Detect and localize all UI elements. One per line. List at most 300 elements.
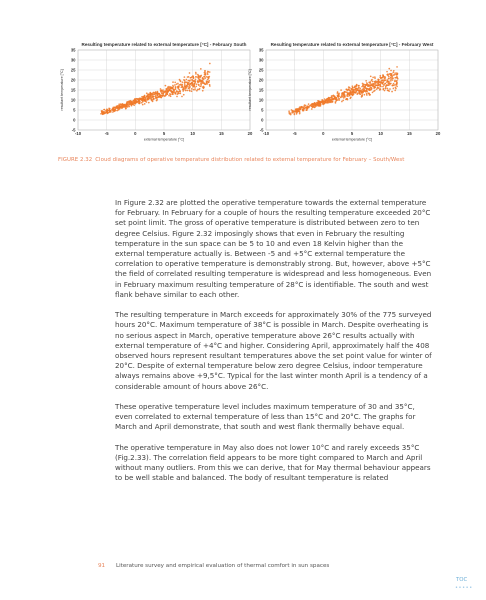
- data-point: [364, 84, 366, 86]
- data-point: [395, 77, 397, 79]
- data-point: [382, 83, 384, 85]
- data-point: [186, 79, 188, 81]
- x-tick-label: -5: [104, 131, 109, 137]
- data-point: [384, 83, 386, 85]
- data-point: [368, 85, 370, 87]
- data-point: [192, 75, 194, 77]
- data-point: [338, 93, 340, 95]
- data-point: [312, 106, 314, 108]
- data-point: [176, 91, 178, 93]
- data-point: [174, 81, 176, 83]
- data-point: [362, 83, 364, 85]
- data-point: [189, 89, 191, 91]
- paragraph: The resulting temperature in March exceeds for approximately 30% of the 775 surveyed hours 20°C. Maximum temperature of 38°C is possible in March. Despite overheating is no serious aspect in March, operative temperature above 26°C results actually with external temperature of +4°C and higher. Considering April, approximately half the 408 observed hours represent resultant temperatures above the set point value for winter of 20°C. Despite of external temperature below zero degree Celsius, indoor temperature always remains above +9,5°C. Typical for the last winter month April is a tendency of a considerable amount of hours above 26°C.: [115, 310, 432, 391]
- data-point: [207, 76, 209, 78]
- data-point: [176, 83, 178, 85]
- data-point: [349, 87, 351, 89]
- data-point: [119, 107, 121, 109]
- data-point: [194, 80, 196, 82]
- data-point: [103, 111, 105, 113]
- data-point: [363, 88, 365, 90]
- data-point: [148, 98, 150, 100]
- data-point: [303, 107, 305, 109]
- data-point: [141, 100, 143, 102]
- data-point: [170, 95, 172, 97]
- data-point: [352, 89, 354, 91]
- data-point: [372, 77, 374, 79]
- data-point: [392, 72, 394, 74]
- data-point: [324, 98, 326, 100]
- data-point: [357, 92, 359, 94]
- data-point: [359, 93, 361, 95]
- data-point: [173, 86, 175, 88]
- data-point: [106, 110, 108, 112]
- data-point: [162, 91, 164, 93]
- data-point: [390, 77, 392, 79]
- data-point: [182, 81, 184, 83]
- data-point: [296, 113, 298, 115]
- data-point: [331, 97, 333, 99]
- data-point: [134, 100, 136, 102]
- data-point: [379, 89, 381, 91]
- data-point: [372, 92, 374, 94]
- data-point: [170, 94, 172, 96]
- data-point: [203, 86, 205, 88]
- data-point: [329, 99, 331, 101]
- data-point: [107, 110, 109, 112]
- data-point: [146, 95, 148, 97]
- data-point: [337, 91, 339, 93]
- data-point: [205, 76, 207, 78]
- data-point: [207, 72, 209, 74]
- data-point: [172, 81, 174, 83]
- data-point: [371, 88, 373, 90]
- data-point: [386, 81, 388, 83]
- data-point: [151, 96, 153, 98]
- data-point: [394, 90, 396, 92]
- data-point: [156, 97, 158, 99]
- data-point: [311, 108, 313, 110]
- data-point: [321, 100, 323, 102]
- data-point: [177, 85, 179, 87]
- data-point: [392, 79, 394, 81]
- data-point: [166, 93, 168, 95]
- data-point: [388, 80, 390, 82]
- data-point: [112, 109, 114, 111]
- data-point: [209, 71, 211, 73]
- data-point: [301, 107, 303, 109]
- data-point: [181, 84, 183, 86]
- data-point: [382, 75, 384, 77]
- data-point: [184, 76, 186, 78]
- data-point: [385, 88, 387, 90]
- data-point: [396, 82, 398, 84]
- data-point: [155, 92, 157, 94]
- y-axis-label: resultant temperature [°C]: [248, 69, 252, 111]
- data-point: [148, 102, 150, 104]
- data-point: [391, 91, 393, 93]
- data-point: [133, 104, 135, 106]
- figure-caption: [58, 157, 404, 163]
- data-point: [305, 109, 307, 111]
- data-point: [382, 86, 384, 88]
- scatter-chart-west: [246, 40, 444, 145]
- data-point: [338, 98, 340, 100]
- data-point: [340, 89, 342, 91]
- data-point: [113, 110, 115, 112]
- data-point: [298, 108, 300, 110]
- data-point: [334, 95, 336, 97]
- y-axis-label: resultant temperature [°C]: [60, 69, 64, 111]
- data-point: [349, 97, 351, 99]
- data-point: [369, 81, 371, 83]
- data-point: [178, 93, 180, 95]
- data-point: [294, 110, 296, 112]
- data-point: [304, 104, 306, 106]
- data-point: [203, 76, 205, 78]
- x-tick-label: 0: [134, 131, 137, 137]
- data-point: [196, 83, 198, 85]
- scatter-chart-west-svg: [246, 40, 444, 145]
- data-point: [198, 75, 200, 77]
- data-point: [331, 101, 333, 103]
- data-point: [177, 91, 179, 93]
- y-tick-label: 30: [70, 57, 76, 63]
- y-tick-label: -5: [259, 127, 264, 133]
- x-tick-label: 10: [378, 131, 384, 137]
- data-point: [354, 85, 356, 87]
- data-point: [144, 103, 146, 105]
- data-point: [180, 81, 182, 83]
- y-tick-label: 35: [258, 47, 264, 53]
- data-point: [165, 85, 167, 87]
- data-point: [171, 90, 173, 92]
- data-point: [152, 101, 154, 103]
- data-point: [374, 81, 376, 83]
- data-point: [308, 106, 310, 108]
- data-point: [394, 81, 396, 83]
- data-point: [393, 85, 395, 87]
- data-point: [208, 82, 210, 84]
- data-point: [323, 102, 325, 104]
- data-point: [190, 79, 192, 81]
- data-point: [157, 94, 159, 96]
- chart-title: Resulting temperature related to external temperature [°C] - February South: [81, 42, 247, 47]
- data-point: [200, 80, 202, 82]
- data-point: [179, 93, 181, 95]
- data-point: [378, 81, 380, 83]
- data-point: [195, 78, 197, 80]
- data-point: [356, 84, 358, 86]
- data-point: [173, 90, 175, 92]
- data-point: [130, 101, 132, 103]
- data-point: [314, 104, 316, 106]
- data-point: [200, 68, 202, 70]
- data-point: [338, 95, 340, 97]
- data-point: [341, 101, 343, 103]
- data-point: [168, 86, 170, 88]
- data-point: [371, 85, 373, 87]
- x-tick-label: 5: [162, 131, 166, 137]
- page-number: 91: [98, 563, 106, 569]
- data-point: [351, 85, 353, 87]
- data-point: [184, 83, 186, 85]
- data-point: [187, 76, 189, 78]
- data-point: [319, 104, 321, 106]
- data-point: [365, 80, 367, 82]
- data-point: [194, 89, 196, 91]
- data-point: [370, 89, 372, 91]
- data-point: [190, 83, 192, 85]
- data-point: [128, 106, 130, 108]
- data-point: [109, 111, 111, 113]
- data-point: [191, 90, 193, 92]
- data-point: [138, 100, 140, 102]
- data-point: [394, 74, 396, 76]
- data-point: [349, 95, 351, 97]
- data-point: [193, 77, 195, 79]
- data-point: [153, 95, 155, 97]
- data-point: [346, 91, 348, 93]
- data-point: [358, 85, 360, 87]
- data-point: [391, 74, 393, 76]
- data-point: [204, 74, 206, 76]
- data-point: [388, 73, 390, 75]
- data-point: [357, 89, 359, 91]
- data-point: [383, 88, 385, 90]
- data-point: [209, 63, 211, 65]
- data-point: [184, 81, 186, 83]
- data-point: [159, 96, 161, 98]
- data-point: [191, 83, 193, 85]
- data-point: [184, 87, 186, 89]
- data-point: [200, 84, 202, 86]
- data-point: [190, 77, 192, 79]
- data-point: [296, 110, 298, 112]
- data-point: [195, 85, 197, 87]
- data-point: [328, 102, 330, 104]
- data-point: [347, 90, 349, 92]
- data-point: [364, 90, 366, 92]
- data-point: [202, 90, 204, 92]
- data-point: [179, 79, 181, 81]
- data-point: [188, 84, 190, 86]
- data-point: [150, 95, 152, 97]
- y-tick-label: 0: [261, 117, 264, 123]
- data-point: [183, 79, 185, 81]
- x-tick-label: 0: [322, 131, 325, 137]
- data-point: [206, 83, 208, 85]
- x-tick-label: 20: [247, 131, 253, 137]
- data-point: [359, 90, 361, 92]
- data-point: [387, 84, 389, 86]
- data-point: [288, 110, 290, 112]
- y-tick-label: 15: [70, 87, 76, 93]
- data-point: [390, 83, 392, 85]
- data-point: [390, 79, 392, 81]
- data-point: [206, 81, 208, 83]
- data-point: [340, 96, 342, 98]
- y-tick-label: 15: [258, 87, 264, 93]
- data-point: [200, 85, 202, 87]
- data-point: [142, 98, 144, 100]
- data-point: [390, 70, 392, 72]
- data-point: [311, 105, 313, 107]
- data-point: [162, 93, 164, 95]
- data-point: [117, 107, 119, 109]
- data-point: [208, 80, 210, 82]
- data-point: [305, 107, 307, 109]
- data-point: [193, 89, 195, 91]
- data-point: [361, 96, 363, 98]
- data-point: [125, 105, 127, 107]
- data-point: [364, 86, 366, 88]
- y-tick-label: 25: [258, 67, 264, 73]
- data-point: [195, 73, 197, 75]
- data-point: [184, 85, 186, 87]
- data-point: [203, 78, 205, 80]
- data-point: [361, 92, 363, 94]
- data-point: [373, 83, 375, 85]
- data-point: [382, 81, 384, 83]
- data-point: [202, 77, 204, 79]
- data-point: [178, 84, 180, 86]
- y-tick-label: 30: [258, 57, 264, 63]
- figure-caption-text: Cloud diagrams of operative temperature distribution related to external temperature for February – South/West: [95, 157, 405, 163]
- data-point: [162, 95, 164, 97]
- data-point: [376, 88, 378, 90]
- data-point: [112, 107, 114, 109]
- data-point: [352, 87, 354, 89]
- data-point: [146, 92, 148, 94]
- scatter-chart-south-svg: [58, 40, 256, 145]
- data-point: [393, 83, 395, 85]
- x-tick-label: -10: [262, 131, 270, 137]
- data-point: [130, 103, 132, 105]
- x-tick-label: -5: [292, 131, 297, 137]
- data-point: [112, 111, 114, 113]
- data-point: [171, 93, 173, 95]
- data-point: [299, 113, 301, 115]
- data-point: [366, 94, 368, 96]
- data-point: [379, 84, 381, 86]
- data-point: [165, 95, 167, 97]
- data-point: [342, 93, 344, 95]
- toc-link[interactable]: TOC: [456, 577, 468, 583]
- data-point: [146, 99, 148, 101]
- data-point: [382, 79, 384, 81]
- data-point: [397, 73, 399, 75]
- data-point: [142, 104, 144, 106]
- data-point: [133, 103, 135, 105]
- data-point: [358, 87, 360, 89]
- chart-title: Resulting temperature related to external temperature [°C] - February West: [270, 42, 434, 47]
- data-point: [117, 110, 119, 112]
- toc-dots-decoration: •••••: [455, 585, 473, 591]
- data-point: [366, 91, 368, 93]
- data-point: [182, 87, 184, 89]
- data-point: [386, 79, 388, 81]
- data-point: [377, 85, 379, 87]
- data-point: [175, 86, 177, 88]
- data-point: [307, 108, 309, 110]
- y-tick-label: 20: [258, 77, 264, 83]
- paragraph: In Figure 2.32 are plotted the operative temperature towards the external temperature for February. In February for a couple of hours the resulting temperature exceeded 20°C set point limit. The gross of operative temperature is distributed between zero to ten degree Celsius. Figure 2.32 imposingly shows that even in February the resulting temperature in the sun space can be 5 to 10 and even 18 Kelvin higher than the external temperature actually is. Between -5 and +5°C external temperature the correlation to operative temperature is demonstrably strong. But, however, above +5°C the field of correlated resulting temperature is widespread and less homogeneous. Even in February maximum resulting temperature of 28°C is identifiable. The south and west flank behave similar to each other.: [115, 198, 432, 299]
- data-point: [384, 76, 386, 78]
- data-point: [191, 88, 193, 90]
- data-point: [364, 94, 366, 96]
- x-tick-label: 15: [218, 131, 224, 137]
- data-point: [352, 94, 354, 96]
- data-point: [298, 110, 300, 112]
- paragraph: The operative temperature in May also does not lower 10°C and rarely exceeds 35°C (Fig.2.33). The correlation field appears to be more tight compared to March and April without many outliers. From this we can derive, that for May thermal behaviour appears to be well stable and balanced. The body of resultant temperature is related: [115, 442, 431, 483]
- data-point: [195, 76, 197, 78]
- data-point: [145, 98, 147, 100]
- data-point: [194, 87, 196, 89]
- data-point: [333, 98, 335, 100]
- data-point: [125, 107, 127, 109]
- data-point: [379, 77, 381, 79]
- data-point: [381, 77, 383, 79]
- data-point: [156, 99, 158, 101]
- data-point: [121, 106, 123, 108]
- footer-title: Literature survey and empirical evaluation of thermal comfort in sun spaces: [116, 563, 330, 569]
- y-tick-label: 10: [258, 97, 264, 103]
- data-point: [143, 96, 145, 98]
- data-point: [308, 103, 310, 105]
- data-point: [138, 103, 140, 105]
- data-point: [389, 88, 391, 90]
- data-point: [383, 84, 385, 86]
- data-point: [115, 107, 117, 109]
- data-point: [107, 112, 109, 114]
- data-point: [396, 86, 398, 88]
- data-point: [109, 109, 111, 111]
- data-point: [188, 80, 190, 82]
- data-point: [129, 101, 131, 103]
- data-point: [152, 99, 154, 101]
- data-point: [160, 90, 162, 92]
- data-point: [189, 72, 191, 74]
- data-point: [336, 99, 338, 101]
- paragraph: These operative temperature level includes maximum temperature of 30 and 35°C, even correlated to external temperature of less than 15°C and 20°C. The graphs for March and April demonstrate, that south and west flank thermally behave equal.: [115, 402, 416, 432]
- data-point: [388, 82, 390, 84]
- data-point: [199, 88, 201, 90]
- data-point: [179, 91, 181, 93]
- data-point: [395, 88, 397, 90]
- x-tick-label: 10: [190, 131, 196, 137]
- data-point: [354, 91, 356, 93]
- data-point: [386, 71, 388, 73]
- data-point: [346, 98, 348, 100]
- data-point: [165, 90, 167, 92]
- data-point: [189, 86, 191, 88]
- y-tick-label: 0: [73, 117, 76, 123]
- data-point: [387, 88, 389, 90]
- data-point: [153, 94, 155, 96]
- data-point: [198, 84, 200, 86]
- x-axis-label: external temperature [°C]: [143, 137, 185, 142]
- y-tick-label: 5: [261, 107, 264, 113]
- data-point: [391, 77, 393, 79]
- data-point: [343, 96, 345, 98]
- figure-label: FIGURE 2.32: [58, 157, 93, 163]
- data-point: [187, 82, 189, 84]
- data-point: [389, 84, 391, 86]
- data-point: [393, 88, 395, 90]
- data-point: [329, 97, 331, 99]
- data-point: [369, 94, 371, 96]
